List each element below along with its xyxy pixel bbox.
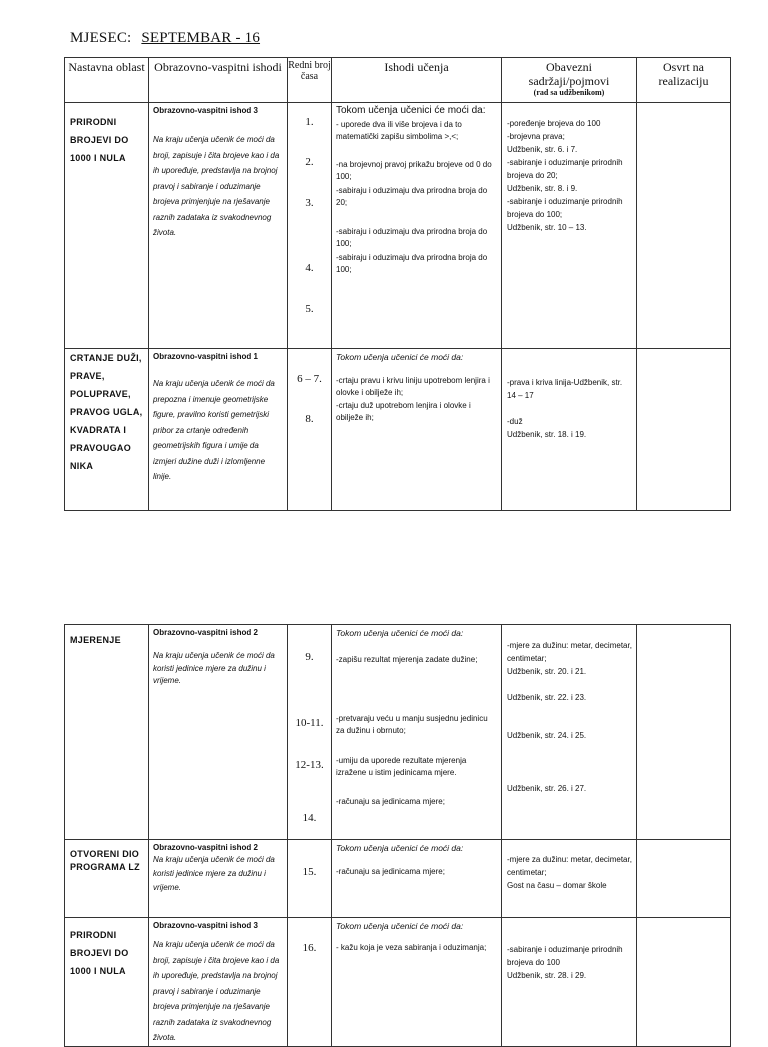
outcomes-lead: Tokom učenja učenici će moći da: bbox=[336, 105, 486, 116]
content-cell bbox=[502, 918, 637, 1047]
ishod-cell bbox=[149, 840, 288, 918]
lesson-number: 1. bbox=[305, 116, 314, 128]
content-item: Udžbenik, str. 24. i 25. bbox=[507, 731, 587, 740]
area-text: PRIRODNI BROJEVI DO 1000 I NULA bbox=[70, 117, 129, 163]
content-item: Udžbenik, str. 8. i 9. bbox=[507, 184, 578, 193]
content-item: -poređenje brojeva do 100 bbox=[507, 119, 601, 128]
table-header-row bbox=[65, 58, 731, 103]
content-item: -brojevna prava; bbox=[507, 132, 565, 141]
col-header-area: Nastavna oblast bbox=[65, 58, 149, 103]
review-cell[interactable] bbox=[637, 103, 731, 349]
outcome-item: -crtaju pravu i krivu liniju upotrebom lenjira i olovke i obilježe ih; bbox=[336, 376, 490, 397]
outcomes-lead: Tokom učenja učenici će moći da: bbox=[336, 628, 464, 638]
outcomes-cell bbox=[332, 349, 502, 511]
ishod-title: Obrazovno-vaspitni ishod 1 bbox=[153, 352, 258, 361]
outcomes-cell bbox=[332, 918, 502, 1047]
plan-table-1 bbox=[64, 57, 731, 511]
content-item: -sabiranje i oduzimanje prirodnih brojeva do 20; bbox=[507, 158, 623, 180]
ishod-cell bbox=[149, 349, 288, 511]
table-row bbox=[65, 625, 731, 840]
lesson-number: 16. bbox=[302, 942, 317, 954]
col-header-review: Osvrt na realizaciju bbox=[637, 58, 731, 103]
number-cell bbox=[288, 840, 332, 918]
ishod-cell bbox=[149, 918, 288, 1047]
content-cell bbox=[502, 103, 637, 349]
ishod-text: Na kraju učenja učenik će moći da prepozna i imenuje geometrijske figure, pravilno koristi gemetrijski pribor za crtanje određenih geometrijskih figura i umije da izmjeri dužine duži i izlomljenne linije. bbox=[153, 379, 275, 481]
outcome-item: - uporede dva ili više brojeva i da to matematički zapišu simbolima >,<; bbox=[336, 120, 462, 141]
content-cell bbox=[502, 625, 637, 840]
col-header-number: Redni broj časa bbox=[288, 58, 332, 103]
number-cell bbox=[288, 625, 332, 840]
content-item: Udžbenik, str. 10 – 13. bbox=[507, 223, 587, 232]
content-item: Udžbenik, str. 6. i 7. bbox=[507, 145, 578, 154]
col-header-outcomes: Ishodi učenja bbox=[332, 58, 502, 103]
area-text: OTVORENI DIO PROGRAMA LZ bbox=[70, 849, 140, 872]
month-label: MJESEC: bbox=[70, 30, 132, 46]
outcome-item: -sabiraju i oduzimaju dva prirodna broja do 100; bbox=[336, 253, 488, 274]
outcome-item: -na brojevnoj pravoj prikažu brojeve od 0 do 100; bbox=[336, 160, 492, 181]
outcome-item: -pretvaraju veću u manju susjednu jedinicu za dužinu i obrnuto; bbox=[336, 714, 488, 735]
outcomes-cell bbox=[332, 840, 502, 918]
area-cell bbox=[65, 840, 149, 918]
month-value: SEPTEMBAR - 16 bbox=[141, 30, 261, 46]
table-row bbox=[65, 349, 731, 511]
outcome-item: - kažu koja je veza sabiranja i oduzimanja; bbox=[336, 943, 487, 952]
lesson-number: 12-13. bbox=[295, 759, 324, 771]
col-header-content-label: Obavezni sadržaji/pojmovi bbox=[528, 60, 610, 88]
ishod-title: Obrazovno-vaspitni ishod 3 bbox=[153, 921, 258, 930]
review-cell[interactable] bbox=[637, 840, 731, 918]
content-cell bbox=[502, 840, 637, 918]
lesson-number: 9. bbox=[305, 651, 314, 663]
col-header-content-note: (rad sa udžbenikom) bbox=[533, 88, 605, 97]
number-cell bbox=[288, 918, 332, 1047]
lesson-number: 2. bbox=[305, 156, 314, 168]
ishod-title: Obrazovno-vaspitni ishod 3 bbox=[153, 106, 258, 115]
content-item: -sabiranje i oduzimanje prirodnih brojeva do 100 bbox=[507, 945, 623, 967]
outcomes-lead: Tokom učenja učenici će moći da: bbox=[336, 921, 464, 931]
ishod-text: Na kraju učenja učenik će moći da broji, zapisuje i čita brojeve kao i da ih upoređuje, predstavlja na brojnoj pravoj i sabiranje i oduzimanje brojeva primjenjuje na rješavanje raznih zadataka iz svakodnevnog života. bbox=[153, 135, 280, 237]
review-cell[interactable] bbox=[637, 918, 731, 1047]
ishod-text: Na kraju učenja učenik će moći da broji, zapisuje i čita brojeve kao i da ih upoređuje, predstavlja na brojnoj pravoj i sabiranje i oduzimanje brojeva primjenjuje na rješavanje raznih zadataka iz svakodnevnog života. bbox=[153, 940, 280, 1042]
number-cell bbox=[288, 103, 332, 349]
content-item: Udžbenik, str. 22. i 23. bbox=[507, 693, 587, 702]
content-item: -prava i kriva linija-Udžbenik, str. 14 – 17 bbox=[507, 378, 623, 400]
ishod-text: Na kraju učenja učenik će moći da koristi jedinice mjere za dužinu i vrijeme. bbox=[153, 651, 275, 685]
area-cell bbox=[65, 103, 149, 349]
area-text: MJERENJE bbox=[70, 635, 121, 645]
outcome-item: -računaju sa jedinicama mjere; bbox=[336, 797, 445, 806]
number-cell bbox=[288, 349, 332, 511]
lesson-number: 14. bbox=[302, 812, 317, 824]
content-item: Gost na času – domar škole bbox=[507, 881, 607, 890]
table-row bbox=[65, 103, 731, 349]
outcomes-lead: Tokom učenja učenici će moći da: bbox=[336, 843, 464, 853]
content-item: Udžbenik, str. 20. i 21. bbox=[507, 667, 587, 676]
ishod-text: Na kraju učenja učenik će moći da koristi jedinice mjere za dužinu i vrijeme. bbox=[153, 855, 275, 892]
lesson-number: 8. bbox=[305, 413, 314, 425]
area-cell bbox=[65, 349, 149, 511]
lesson-number: 5. bbox=[305, 303, 314, 315]
ishod-title: Obrazovno-vaspitni ishod 2 bbox=[153, 628, 258, 637]
outcome-item: -sabiraju i oduzimaju dva prirodna broja do 20; bbox=[336, 186, 488, 207]
outcomes-cell bbox=[332, 103, 502, 349]
lesson-number: 4. bbox=[305, 262, 314, 274]
content-item: Udžbenik, str. 18. i 19. bbox=[507, 430, 587, 439]
content-item: -mjere za dužinu: metar, decimetar, centimetar; bbox=[507, 855, 632, 877]
content-item: Udžbenik, str. 28. i 29. bbox=[507, 971, 587, 980]
area-cell bbox=[65, 918, 149, 1047]
table-row bbox=[65, 918, 731, 1047]
outcome-item: -umiju da uporede rezultate mjerenja izražene u istim jedinicama mjere. bbox=[336, 756, 467, 777]
content-item: Udžbenik, str. 26. i 27. bbox=[507, 784, 587, 793]
ishod-title: Obrazovno-vaspitni ishod 2 bbox=[153, 843, 258, 852]
content-cell bbox=[502, 349, 637, 511]
plan-table-2 bbox=[64, 624, 731, 1047]
area-text: CRTANJE DUŽI, PRAVE, POLUPRAVE, PRAVOG UGLA, KVADRATA I PRAVOUGAO NIKA bbox=[70, 353, 143, 471]
ishod-cell bbox=[149, 625, 288, 840]
outcome-item: -sabiraju i oduzimaju dva prirodna broja do 100; bbox=[336, 227, 488, 248]
area-cell bbox=[65, 625, 149, 840]
lesson-number: 10-11. bbox=[295, 717, 324, 729]
outcomes-lead: Tokom učenja učenici će moći da: bbox=[336, 352, 464, 362]
review-cell[interactable] bbox=[637, 349, 731, 511]
lesson-number: 6 – 7. bbox=[297, 373, 322, 385]
content-item: -duž bbox=[507, 417, 523, 426]
col-header-content bbox=[502, 58, 637, 103]
content-item: -sabiranje i oduzimanje prirodnih brojeva do 100; bbox=[507, 197, 623, 219]
outcomes-cell bbox=[332, 625, 502, 840]
lesson-number: 3. bbox=[305, 197, 314, 209]
content-item: -mjere za dužinu: metar, decimetar, centimetar; bbox=[507, 641, 632, 663]
review-cell[interactable] bbox=[637, 625, 731, 840]
outcome-item: -računaju sa jedinicama mjere; bbox=[336, 867, 445, 876]
col-header-ishodi: Obrazovno-vaspitni ishodi bbox=[149, 58, 288, 103]
outcome-item: -zapišu rezultat mjerenja zadate dužine; bbox=[336, 655, 478, 664]
area-text: PRIRODNI BROJEVI DO 1000 I NULA bbox=[70, 930, 129, 976]
outcome-item: -crtaju duž upotrebom lenjira i olovke i obilježe ih; bbox=[336, 401, 471, 422]
lesson-number: 15. bbox=[302, 866, 317, 878]
page-title bbox=[70, 30, 260, 47]
table-row bbox=[65, 840, 731, 918]
ishod-cell bbox=[149, 103, 288, 349]
